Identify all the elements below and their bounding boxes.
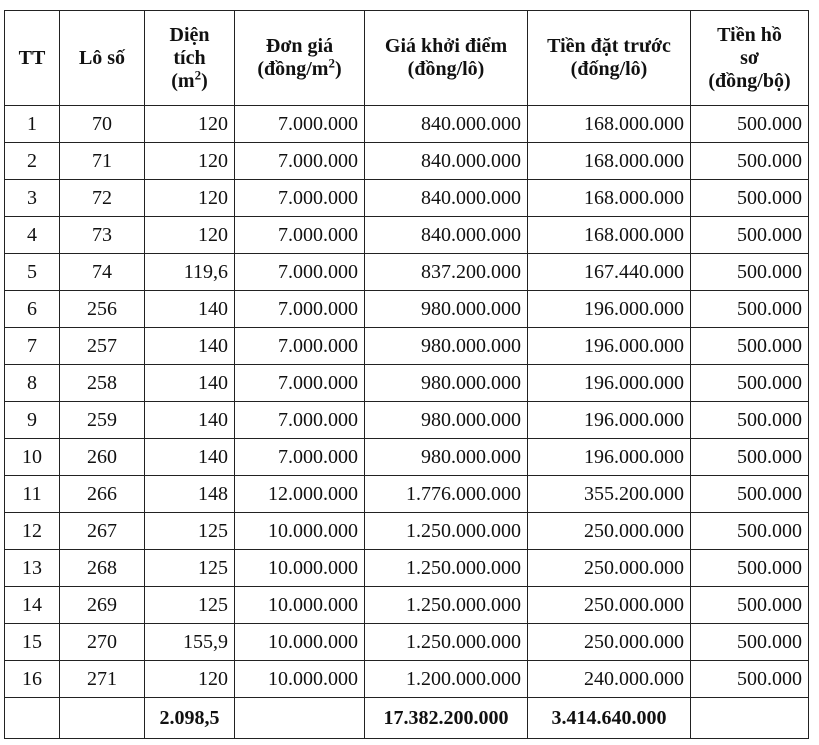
- auction-lots-table: [4, 10, 809, 739]
- cell-deposit: 250.000.000: [528, 513, 691, 550]
- header-fee: Tiền hồ sơ (đồng/bộ): [691, 11, 809, 106]
- cell-fee: 500.000: [691, 180, 809, 217]
- cell-tt: 1: [5, 106, 60, 143]
- table-row: [5, 180, 809, 217]
- cell-fee: 500.000: [691, 661, 809, 698]
- total-row: [5, 698, 809, 739]
- cell-start-price: 840.000.000: [365, 106, 528, 143]
- header-start-price: Giá khởi điểm (đồng/lô): [365, 11, 528, 106]
- table-row: [5, 661, 809, 698]
- cell-area: 140: [145, 291, 235, 328]
- table-row: [5, 513, 809, 550]
- cell-tt: 7: [5, 328, 60, 365]
- cell-area: 140: [145, 439, 235, 476]
- total-unit-price: [235, 698, 365, 739]
- cell-deposit: 167.440.000: [528, 254, 691, 291]
- cell-fee: 500.000: [691, 106, 809, 143]
- cell-tt: 2: [5, 143, 60, 180]
- cell-deposit: 196.000.000: [528, 365, 691, 402]
- cell-area: 120: [145, 661, 235, 698]
- cell-deposit: 196.000.000: [528, 328, 691, 365]
- total-fee: [691, 698, 809, 739]
- cell-start-price: 1.776.000.000: [365, 476, 528, 513]
- cell-area: 140: [145, 402, 235, 439]
- cell-tt: 5: [5, 254, 60, 291]
- header-unit-price: Đơn giá $(đồng/m^2)$: [235, 11, 365, 106]
- table-row: [5, 439, 809, 476]
- cell-fee: 500.000: [691, 550, 809, 587]
- cell-lot: 268: [60, 550, 145, 587]
- cell-area: 120: [145, 106, 235, 143]
- cell-area: 120: [145, 143, 235, 180]
- cell-fee: 500.000: [691, 143, 809, 180]
- table-row: [5, 106, 809, 143]
- cell-unit-price: 10.000.000: [235, 550, 365, 587]
- cell-fee: 500.000: [691, 254, 809, 291]
- cell-start-price: 980.000.000: [365, 402, 528, 439]
- cell-tt: 4: [5, 217, 60, 254]
- cell-start-price: 980.000.000: [365, 328, 528, 365]
- cell-unit-price: 12.000.000: [235, 476, 365, 513]
- cell-fee: 500.000: [691, 439, 809, 476]
- cell-deposit: 168.000.000: [528, 143, 691, 180]
- cell-start-price: 1.250.000.000: [365, 550, 528, 587]
- cell-area: 155,9: [145, 624, 235, 661]
- cell-tt: 13: [5, 550, 60, 587]
- cell-start-price: 980.000.000: [365, 291, 528, 328]
- cell-area: 148: [145, 476, 235, 513]
- cell-unit-price: 7.000.000: [235, 217, 365, 254]
- cell-start-price: 840.000.000: [365, 143, 528, 180]
- cell-start-price: 980.000.000: [365, 439, 528, 476]
- cell-lot: 269: [60, 587, 145, 624]
- cell-deposit: 240.000.000: [528, 661, 691, 698]
- cell-lot: 70: [60, 106, 145, 143]
- cell-tt: 3: [5, 180, 60, 217]
- cell-lot: 270: [60, 624, 145, 661]
- total-tt: [5, 698, 60, 739]
- cell-fee: 500.000: [691, 624, 809, 661]
- cell-lot: 259: [60, 402, 145, 439]
- table-row: [5, 328, 809, 365]
- header-area: Diện tích $(m^2)$: [145, 11, 235, 106]
- cell-tt: 15: [5, 624, 60, 661]
- cell-lot: 257: [60, 328, 145, 365]
- cell-fee: 500.000: [691, 513, 809, 550]
- cell-unit-price: 7.000.000: [235, 254, 365, 291]
- cell-start-price: 1.250.000.000: [365, 587, 528, 624]
- cell-lot: 71: [60, 143, 145, 180]
- table-row: [5, 365, 809, 402]
- cell-lot: 266: [60, 476, 145, 513]
- cell-lot: 260: [60, 439, 145, 476]
- total-deposit: 3.414.640.000: [528, 698, 691, 739]
- cell-fee: 500.000: [691, 587, 809, 624]
- cell-lot: 73: [60, 217, 145, 254]
- table-row: [5, 402, 809, 439]
- header-row: [5, 11, 809, 106]
- cell-area: 125: [145, 587, 235, 624]
- cell-tt: 9: [5, 402, 60, 439]
- cell-area: 120: [145, 217, 235, 254]
- cell-unit-price: 7.000.000: [235, 106, 365, 143]
- cell-unit-price: 7.000.000: [235, 328, 365, 365]
- cell-deposit: 250.000.000: [528, 587, 691, 624]
- table-body: [5, 106, 809, 698]
- cell-unit-price: 7.000.000: [235, 291, 365, 328]
- cell-deposit: 355.200.000: [528, 476, 691, 513]
- cell-tt: 8: [5, 365, 60, 402]
- cell-tt: 16: [5, 661, 60, 698]
- cell-tt: 11: [5, 476, 60, 513]
- table-row: [5, 624, 809, 661]
- cell-tt: 12: [5, 513, 60, 550]
- cell-tt: 6: [5, 291, 60, 328]
- cell-area: 119,6: [145, 254, 235, 291]
- cell-deposit: 168.000.000: [528, 217, 691, 254]
- cell-fee: 500.000: [691, 291, 809, 328]
- cell-unit-price: 7.000.000: [235, 439, 365, 476]
- table-row: [5, 291, 809, 328]
- cell-start-price: 840.000.000: [365, 217, 528, 254]
- cell-deposit: 196.000.000: [528, 402, 691, 439]
- table-row: [5, 254, 809, 291]
- cell-deposit: 250.000.000: [528, 550, 691, 587]
- cell-tt: 10: [5, 439, 60, 476]
- total-area: 2.098,5: [145, 698, 235, 739]
- cell-unit-price: 10.000.000: [235, 661, 365, 698]
- cell-lot: 72: [60, 180, 145, 217]
- cell-lot: 74: [60, 254, 145, 291]
- cell-fee: 500.000: [691, 328, 809, 365]
- cell-area: 120: [145, 180, 235, 217]
- total-start-price: 17.382.200.000: [365, 698, 528, 739]
- header-deposit: Tiền đặt trước (đống/lô): [528, 11, 691, 106]
- cell-fee: 500.000: [691, 217, 809, 254]
- cell-unit-price: 10.000.000: [235, 624, 365, 661]
- cell-lot: 256: [60, 291, 145, 328]
- cell-start-price: 1.250.000.000: [365, 624, 528, 661]
- cell-fee: 500.000: [691, 402, 809, 439]
- cell-deposit: 168.000.000: [528, 180, 691, 217]
- header-lot: Lô số: [60, 11, 145, 106]
- cell-fee: 500.000: [691, 476, 809, 513]
- cell-unit-price: 10.000.000: [235, 513, 365, 550]
- cell-deposit: 196.000.000: [528, 439, 691, 476]
- table-row: [5, 476, 809, 513]
- table-row: [5, 217, 809, 254]
- cell-lot: 271: [60, 661, 145, 698]
- cell-start-price: 840.000.000: [365, 180, 528, 217]
- cell-fee: 500.000: [691, 365, 809, 402]
- cell-lot: 267: [60, 513, 145, 550]
- cell-area: 140: [145, 328, 235, 365]
- cell-unit-price: 7.000.000: [235, 180, 365, 217]
- cell-unit-price: 7.000.000: [235, 402, 365, 439]
- header-tt: TT: [5, 11, 60, 106]
- cell-start-price: 980.000.000: [365, 365, 528, 402]
- cell-lot: 258: [60, 365, 145, 402]
- cell-deposit: 196.000.000: [528, 291, 691, 328]
- table-row: [5, 143, 809, 180]
- cell-start-price: 1.250.000.000: [365, 513, 528, 550]
- cell-unit-price: 7.000.000: [235, 143, 365, 180]
- cell-area: 140: [145, 365, 235, 402]
- cell-deposit: 168.000.000: [528, 106, 691, 143]
- cell-unit-price: 10.000.000: [235, 587, 365, 624]
- cell-area: 125: [145, 550, 235, 587]
- cell-tt: 14: [5, 587, 60, 624]
- cell-start-price: 1.200.000.000: [365, 661, 528, 698]
- cell-unit-price: 7.000.000: [235, 365, 365, 402]
- cell-deposit: 250.000.000: [528, 624, 691, 661]
- table-row: [5, 587, 809, 624]
- cell-start-price: 837.200.000: [365, 254, 528, 291]
- total-lot: [60, 698, 145, 739]
- cell-area: 125: [145, 513, 235, 550]
- table-row: [5, 550, 809, 587]
